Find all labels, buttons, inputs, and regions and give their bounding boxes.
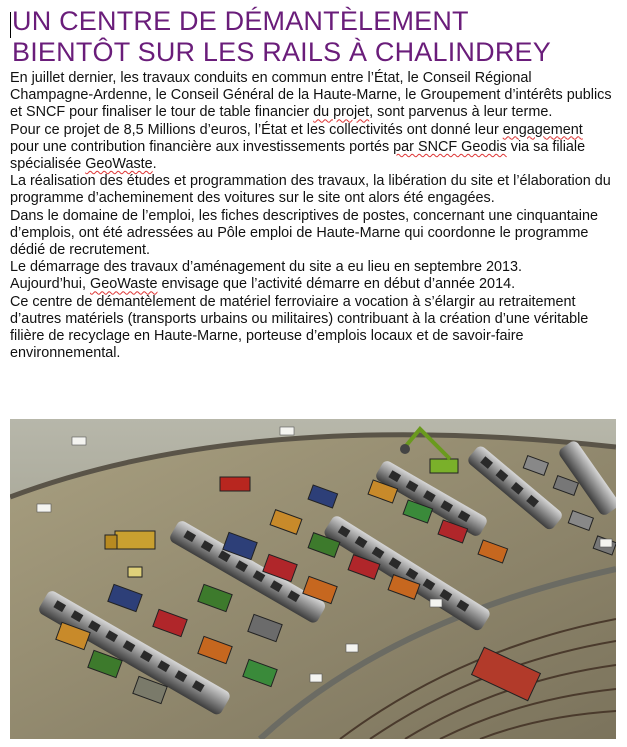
text-run: . [152, 156, 157, 173]
article-body[interactable] [10, 70, 615, 362]
paragraph-activity [10, 276, 615, 293]
paragraph-studies: La réalisation des études et programmation des travaux, la libération du site et l’élaboration du programme d’acheminement des voitures sur le site ont alors été engagées. [10, 173, 611, 207]
site-rendering-image [10, 419, 616, 739]
text-run: En juillet dernier, les travaux conduits en commun entre l’État, le Conseil Régional Champagne-Ardenne, le Conseil Général de la Haute-Marne, le Groupement d’intérêts publics et SNCF pour finaliser le tour de table financier [10, 70, 612, 121]
text-run: Aujourd’hui, [10, 276, 90, 293]
paragraph-works-start: Le démarrage des travaux d’aménagement du site a eu lieu en septembre 2013. [10, 259, 522, 276]
paragraph-employment: Dans le domaine de l’emploi, les fiches descriptives de postes, concernant une cinquantaine d’emplois, ont été adressées au Pôle emploi de Haute-Marne qui coordonne le programme dédié de recrutement. [10, 207, 598, 259]
spellcheck-word: GeoWaste [85, 156, 153, 173]
text-run: via sa filiale spécialisée [10, 138, 586, 173]
text-run: envisage que l’activité démarre en début d’année 2014. [157, 276, 516, 293]
paragraph-funding [10, 122, 615, 174]
spellcheck-word: par SNCF Geodis [393, 138, 507, 155]
text-run: , sont parvenus à leur terme. [369, 104, 553, 121]
text-run: pour une contribution financière aux investissements portés [10, 138, 394, 155]
spellcheck-word: du projet [313, 104, 370, 121]
spellcheck-word: engagement [502, 121, 583, 138]
paragraph-vocation: Ce centre de démantèlement de matériel ferroviaire a vocation à s’élargir au retraitement d’autres matériels (transports urbains ou militaires) contribuant à la création d’une véritable filière de recyclage en Haute-Marne, porteuse d’emplois locaux et de savoir-faire environnemental. [10, 293, 589, 362]
title-line-2: BIENTÔT SUR LES RAILS À CHALINDREY [12, 37, 551, 67]
text-run: Pour ce projet de 8,5 Millions d’euros, l’État et les collectivités ont donné leur [10, 121, 503, 138]
paragraph-partners [10, 70, 615, 122]
text-cursor [10, 12, 11, 38]
title-line-1: UN CENTRE DE DÉMANTÈLEMENT [12, 6, 469, 36]
article-title[interactable] [12, 6, 622, 68]
spellcheck-word: GeoWaste [90, 276, 158, 293]
